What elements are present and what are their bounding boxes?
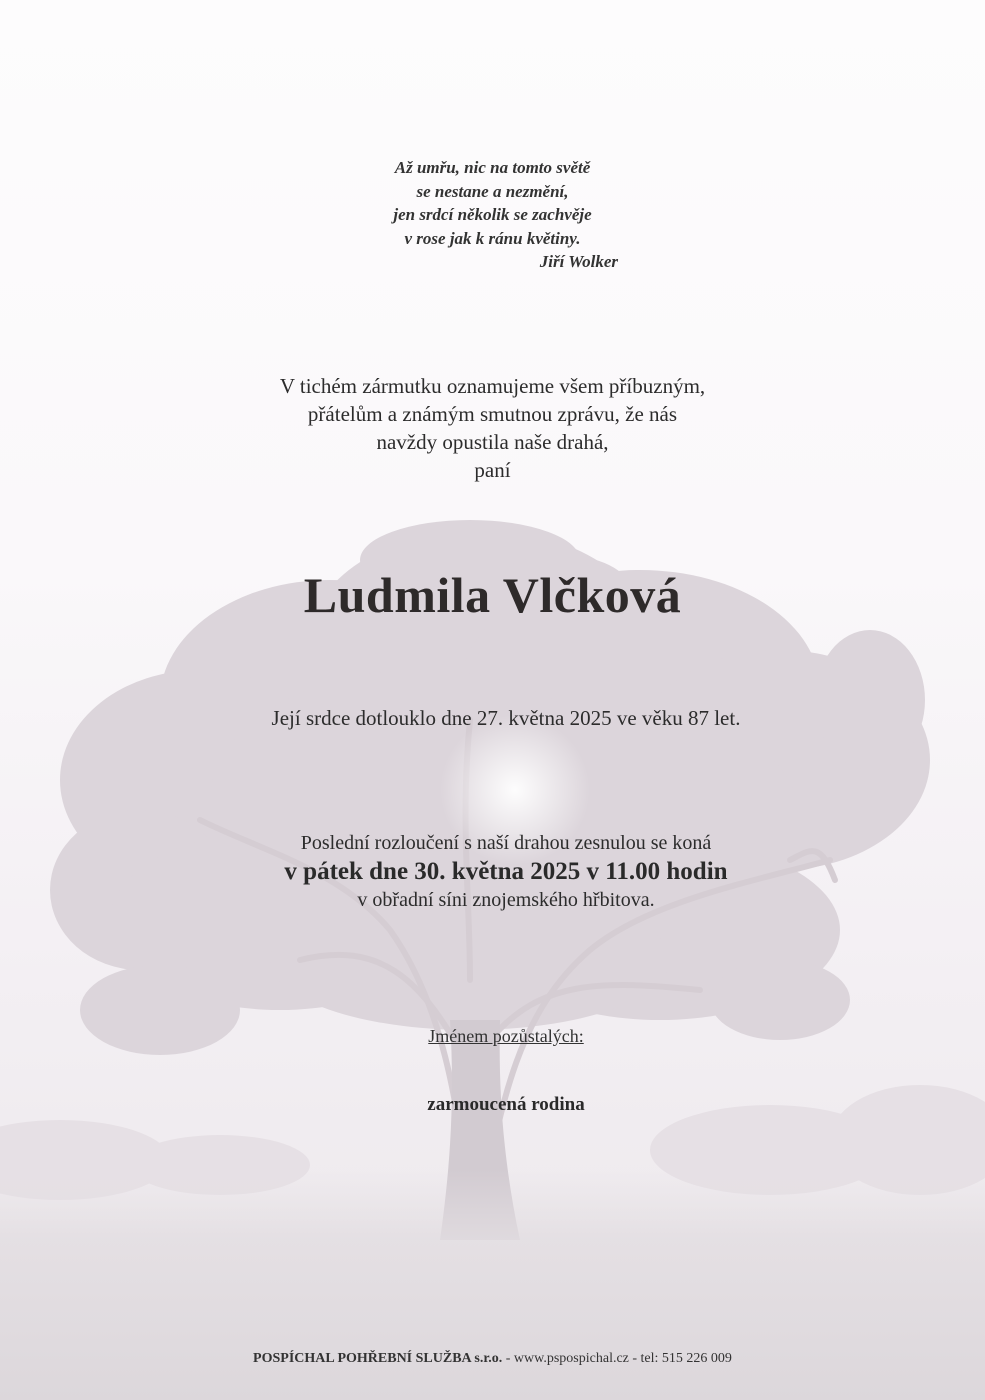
farewell-place: v obřadní síni znojemského hřbitova. — [357, 889, 655, 911]
announcement-line: paní — [474, 458, 511, 482]
company-name: POSPÍCHAL POHŘEBNÍ SLUŽBA s.r.o. — [253, 1351, 503, 1366]
poem-line: se nestane a nezmění, — [416, 181, 569, 201]
farewell-info — [0, 830, 985, 914]
farewell-intro: Poslední rozloučení s naší drahou zesnulou se koná — [300, 832, 712, 854]
announcement-line: V tichém zármutku oznamujeme všem příbuzným, — [279, 374, 706, 398]
announcement-line: přátelům a známým smutnou zprávu, že nás — [307, 402, 678, 426]
farewell-datetime: v pátek dne 30. května 2025 v 11.00 hodin — [284, 858, 728, 885]
on-behalf-label — [0, 1026, 985, 1047]
funeral-service-footer — [0, 1351, 985, 1367]
memorial-poem — [0, 156, 985, 274]
poem-line: v rose jak k ránu květiny. — [404, 228, 581, 248]
signatory: zarmoucená rodina — [427, 1094, 585, 1115]
death-notice: Její srdce dotlouklo dne 27. května 2025 ve věku 87 let. — [271, 706, 741, 730]
deceased-name: Ludmila Vlčková — [303, 567, 682, 623]
announcement-text — [0, 372, 985, 484]
on-behalf-text: Jménem pozůstalých: — [428, 1026, 584, 1046]
poem-line: Až umřu, nic na tomto světě — [394, 158, 591, 177]
company-contact: - www.pspospichal.cz - tel: 515 226 009 — [502, 1351, 732, 1366]
poem-line: jen srdcí několik se zachvěje — [393, 205, 592, 224]
announcement-line: navždy opustila naše drahá, — [376, 430, 609, 454]
poem-author: Jiří Wolker — [539, 252, 618, 271]
